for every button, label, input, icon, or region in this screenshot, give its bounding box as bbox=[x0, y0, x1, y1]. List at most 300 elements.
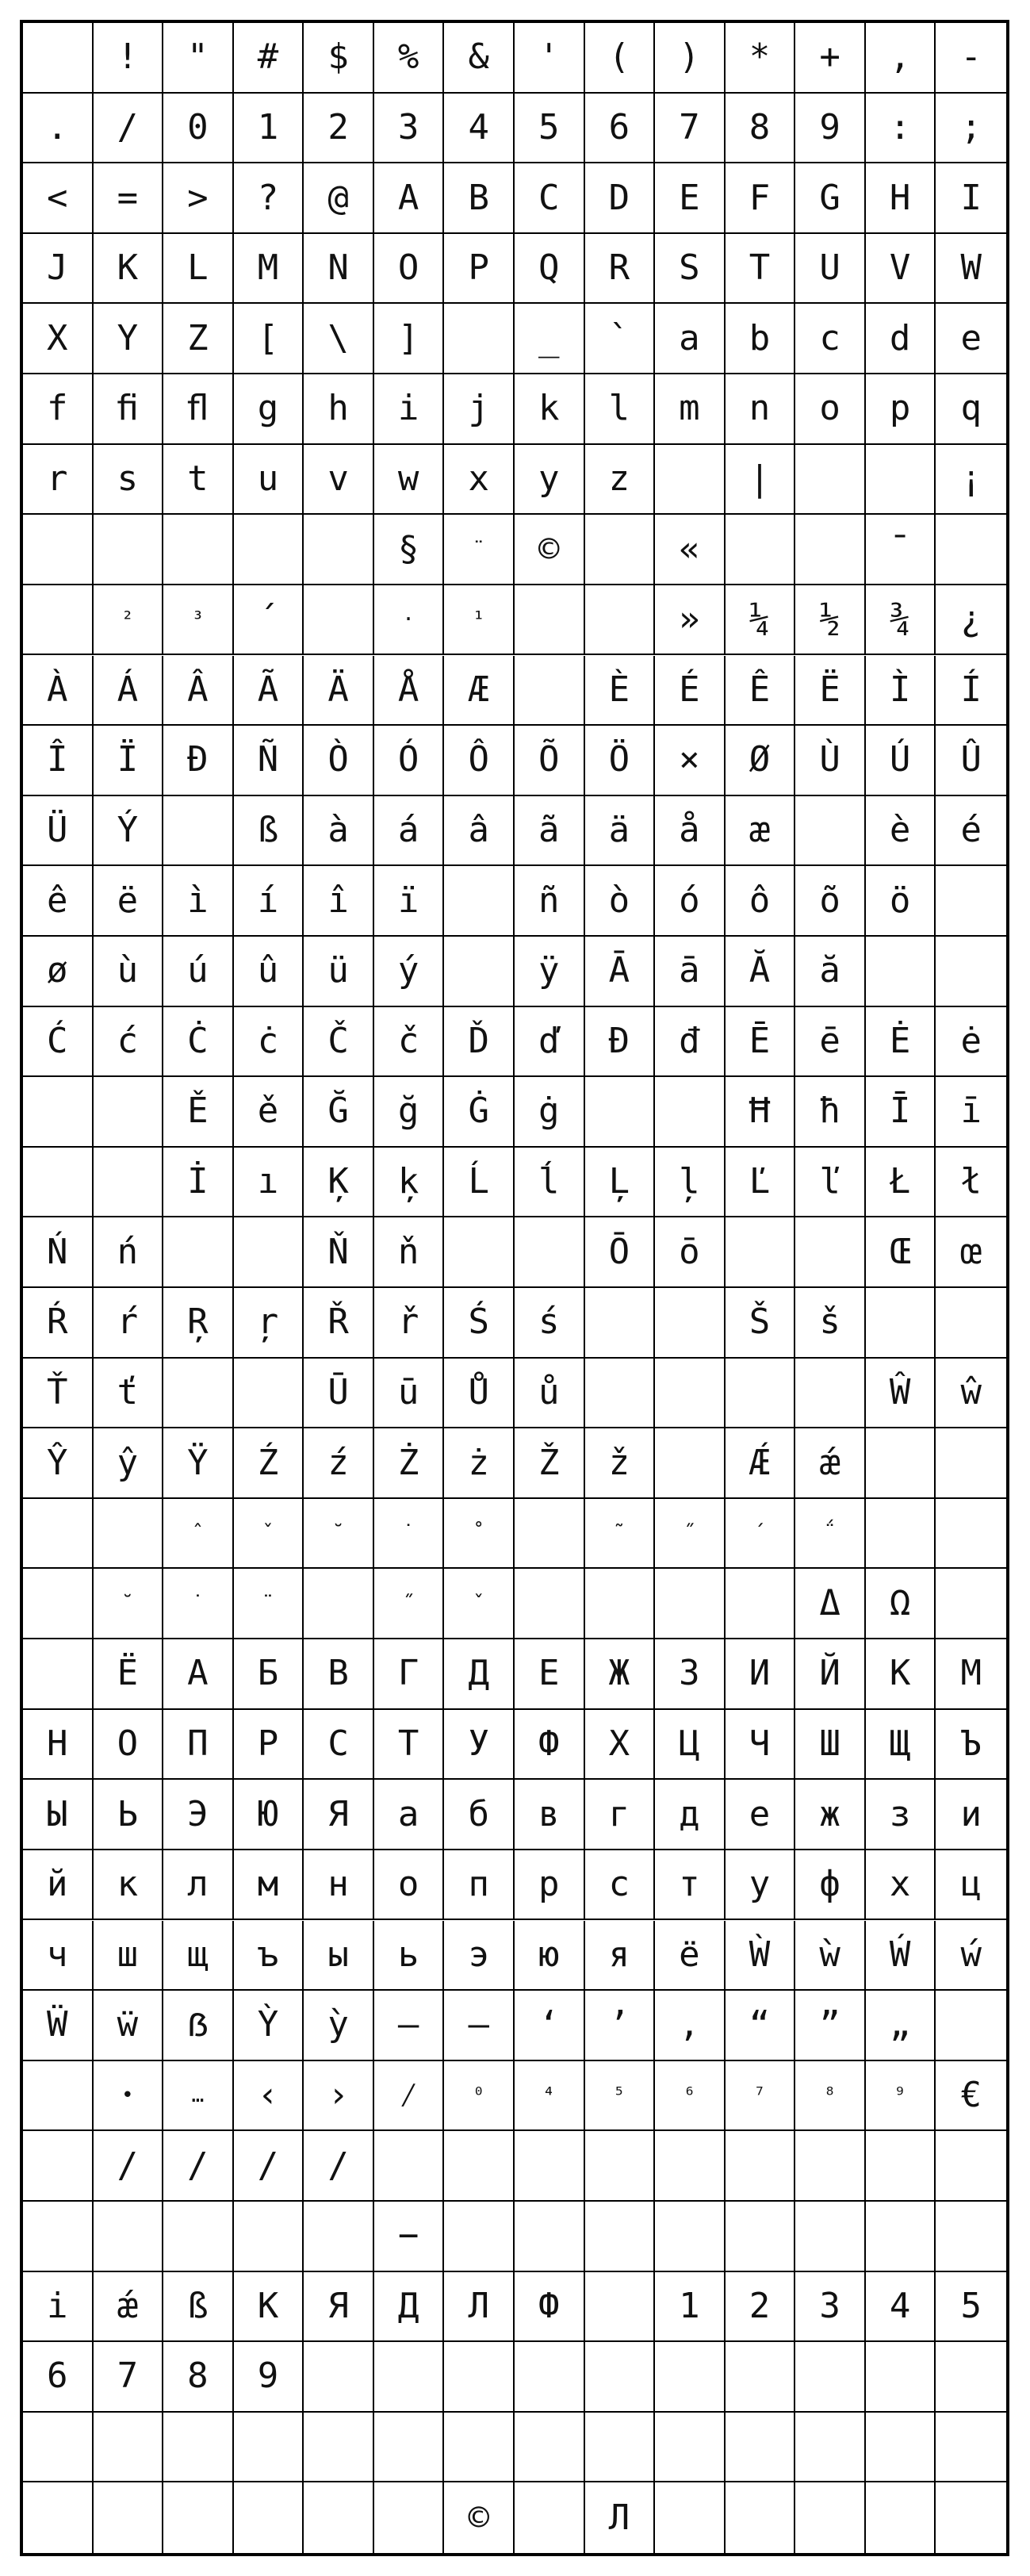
glyph-cell bbox=[936, 866, 1006, 935]
glyph-cell: ć bbox=[94, 1007, 164, 1076]
glyph-cell: ū bbox=[374, 1359, 445, 1428]
glyph-cell: Ļ bbox=[585, 1148, 656, 1217]
glyph-cell: U bbox=[795, 234, 866, 303]
glyph-cell bbox=[655, 1077, 726, 1146]
glyph-cell: Ō bbox=[585, 1217, 656, 1286]
glyph-cell: : bbox=[866, 94, 936, 163]
glyph-cell: ⁵ bbox=[585, 2061, 656, 2130]
glyph-cell: o bbox=[795, 374, 866, 443]
glyph-cell: п bbox=[444, 1850, 515, 1919]
glyph-cell bbox=[515, 2131, 585, 2200]
glyph-cell: ŷ bbox=[94, 1428, 164, 1497]
glyph-cell bbox=[234, 2202, 304, 2271]
glyph-row bbox=[23, 726, 1006, 796]
glyph-cell: i bbox=[374, 374, 445, 443]
glyph-cell: ì bbox=[163, 866, 234, 935]
glyph-cell: > bbox=[163, 163, 234, 232]
glyph-cell: ú bbox=[163, 937, 234, 1006]
glyph-cell: ŵ bbox=[960, 1371, 982, 1413]
glyph-cell bbox=[655, 1359, 726, 1428]
glyph-cell: / bbox=[304, 2131, 374, 2200]
glyph-cell: ˘ bbox=[94, 1569, 164, 1638]
glyph-cell: М bbox=[960, 1653, 982, 1694]
glyph-cell: á bbox=[374, 796, 445, 865]
glyph-cell bbox=[726, 515, 796, 584]
glyph-cell: ¨ bbox=[234, 1569, 304, 1638]
glyph-cell: ¹ bbox=[444, 585, 515, 654]
glyph-cell bbox=[795, 2482, 866, 2553]
glyph-cell: j bbox=[444, 374, 515, 443]
glyph-cell: Л bbox=[585, 2482, 656, 2553]
glyph-cell: ō bbox=[655, 1217, 726, 1286]
glyph-cell bbox=[23, 2131, 94, 2200]
glyph-cell: H bbox=[866, 163, 936, 232]
glyph-cell: ‹ bbox=[234, 2061, 304, 2130]
glyph-cell: Ť bbox=[23, 1359, 94, 1428]
glyph-cell: ч bbox=[23, 1921, 94, 1990]
glyph-cell: Ă bbox=[726, 937, 796, 1006]
glyph-cell: ǽ bbox=[94, 2272, 164, 2341]
glyph-cell: c bbox=[795, 304, 866, 373]
glyph-cell bbox=[936, 2342, 1006, 2411]
glyph-cell: © bbox=[515, 515, 585, 584]
glyph-cell: f bbox=[23, 374, 94, 443]
glyph-cell: ẞ bbox=[163, 1991, 234, 2060]
glyph-cell: ¨ bbox=[444, 515, 515, 584]
glyph-cell: ` bbox=[585, 304, 656, 373]
glyph-cell bbox=[304, 2413, 374, 2482]
glyph-cell bbox=[655, 1288, 726, 1357]
glyph-cell: & bbox=[444, 23, 515, 92]
glyph-cell: ‘ bbox=[515, 1991, 585, 2060]
glyph-cell: p bbox=[866, 374, 936, 443]
glyph-cell: V bbox=[866, 234, 936, 303]
glyph-cell: ħ bbox=[795, 1077, 866, 1146]
glyph-cell bbox=[726, 2342, 796, 2411]
glyph-cell: ł bbox=[960, 1161, 982, 1202]
glyph-cell: ¡ bbox=[960, 458, 982, 499]
glyph-cell: " bbox=[163, 23, 234, 92]
glyph-cell bbox=[585, 1569, 656, 1638]
glyph-cell: ; bbox=[960, 106, 982, 148]
glyph-cell bbox=[726, 1217, 796, 1286]
glyph-cell: ẁ bbox=[795, 1921, 866, 1990]
glyph-row bbox=[23, 2202, 1006, 2272]
glyph-cell: ⁷ bbox=[726, 2061, 796, 2130]
glyph-cell: € bbox=[960, 2075, 982, 2116]
glyph-cell: / bbox=[234, 2131, 304, 2200]
glyph-cell: X bbox=[23, 304, 94, 373]
glyph-cell: 3 bbox=[795, 2272, 866, 2341]
glyph-cell: ã bbox=[515, 796, 585, 865]
glyph-cell bbox=[163, 2202, 234, 2271]
glyph-cell bbox=[234, 2413, 304, 2482]
glyph-cell: г bbox=[585, 1780, 656, 1849]
glyph-cell: Д bbox=[444, 1639, 515, 1708]
glyph-cell: § bbox=[374, 515, 445, 584]
glyph-cell: ⁄ bbox=[374, 2061, 445, 2130]
glyph-cell bbox=[726, 2413, 796, 2482]
glyph-cell: œ bbox=[960, 1231, 982, 1272]
glyph-cell: 1 bbox=[234, 94, 304, 163]
glyph-cell: q bbox=[960, 388, 982, 429]
glyph-cell bbox=[795, 1359, 866, 1428]
glyph-cell: ù bbox=[94, 937, 164, 1006]
glyph-row bbox=[23, 585, 1006, 656]
glyph-cell bbox=[163, 515, 234, 584]
glyph-cell: ö bbox=[866, 866, 936, 935]
glyph-cell: ľ bbox=[795, 1148, 866, 1217]
glyph-cell: ю bbox=[515, 1921, 585, 1990]
glyph-cell: Ï bbox=[94, 726, 164, 795]
glyph-cell: û bbox=[234, 937, 304, 1006]
glyph-cell bbox=[94, 1148, 164, 1217]
glyph-cell: ô bbox=[726, 866, 796, 935]
glyph-cell bbox=[585, 1077, 656, 1146]
glyph-cell bbox=[23, 1499, 94, 1568]
glyph-cell bbox=[515, 2342, 585, 2411]
glyph-cell bbox=[795, 1217, 866, 1286]
glyph-cell: › bbox=[304, 2061, 374, 2130]
glyph-cell bbox=[234, 1359, 304, 1428]
glyph-cell: О bbox=[94, 1710, 164, 1779]
glyph-cell: · bbox=[374, 585, 445, 654]
glyph-cell: ÿ bbox=[515, 937, 585, 1006]
glyph-cell: Ъ bbox=[960, 1723, 982, 1764]
glyph-cell bbox=[444, 2202, 515, 2271]
glyph-cell: Ē bbox=[726, 1007, 796, 1076]
glyph-cell: Т bbox=[374, 1710, 445, 1779]
glyph-cell: Ł bbox=[866, 1148, 936, 1217]
glyph-cell: Ź bbox=[234, 1428, 304, 1497]
glyph-cell: м bbox=[234, 1850, 304, 1919]
glyph-cell: Б bbox=[234, 1639, 304, 1708]
glyph-cell: g bbox=[234, 374, 304, 443]
glyph-cell bbox=[655, 2202, 726, 2271]
glyph-cell: é bbox=[960, 810, 982, 851]
glyph-cell: ŕ bbox=[94, 1288, 164, 1357]
glyph-cell: ř bbox=[374, 1288, 445, 1357]
glyph-cell: ы bbox=[304, 1921, 374, 1990]
glyph-cell: ² bbox=[94, 585, 164, 654]
glyph-cell bbox=[163, 796, 234, 865]
glyph-cell bbox=[374, 2482, 445, 2553]
glyph-cell: ß bbox=[163, 2272, 234, 2341]
glyph-cell bbox=[23, 1639, 94, 1708]
glyph-cell: ı bbox=[234, 1148, 304, 1217]
glyph-cell bbox=[515, 2482, 585, 2553]
glyph-cell: Ч bbox=[726, 1710, 796, 1779]
glyph-cell: à bbox=[304, 796, 374, 865]
glyph-cell bbox=[515, 2413, 585, 2482]
glyph-cell: ë bbox=[94, 866, 164, 935]
glyph-cell: * bbox=[726, 23, 796, 92]
glyph-cell: Ā bbox=[585, 937, 656, 1006]
glyph-cell: Н bbox=[23, 1710, 94, 1779]
glyph-cell: + bbox=[795, 23, 866, 92]
glyph-cell: J bbox=[23, 234, 94, 303]
glyph-cell: ś bbox=[515, 1288, 585, 1357]
glyph-cell: ˙ bbox=[374, 1499, 445, 1568]
glyph-cell: 9 bbox=[795, 94, 866, 163]
glyph-row bbox=[23, 163, 1006, 234]
glyph-cell: 6 bbox=[585, 94, 656, 163]
glyph-cell: đ bbox=[655, 1007, 726, 1076]
glyph-row bbox=[23, 1077, 1006, 1148]
glyph-row bbox=[23, 304, 1006, 374]
glyph-cell: Ś bbox=[444, 1288, 515, 1357]
glyph-cell bbox=[234, 515, 304, 584]
glyph-cell bbox=[234, 2482, 304, 2553]
glyph-cell: \ bbox=[304, 304, 374, 373]
glyph-cell bbox=[585, 515, 656, 584]
glyph-cell: ó bbox=[655, 866, 726, 935]
glyph-cell: 8 bbox=[163, 2342, 234, 2411]
glyph-cell: ц bbox=[960, 1864, 982, 1905]
glyph-cell: а bbox=[374, 1780, 445, 1849]
glyph-cell: â bbox=[444, 796, 515, 865]
glyph-cell: I bbox=[960, 177, 982, 218]
glyph-row bbox=[23, 796, 1006, 867]
glyph-cell: 5 bbox=[515, 94, 585, 163]
glyph-cell: - bbox=[960, 36, 982, 78]
glyph-cell: ê bbox=[23, 866, 94, 935]
glyph-cell: 7 bbox=[655, 94, 726, 163]
glyph-cell bbox=[726, 2202, 796, 2271]
glyph-cell: Ħ bbox=[726, 1077, 796, 1146]
glyph-cell: с bbox=[585, 1850, 656, 1919]
glyph-cell: т bbox=[655, 1850, 726, 1919]
glyph-cell: × bbox=[655, 726, 726, 795]
glyph-cell bbox=[444, 2131, 515, 2200]
glyph-cell: о bbox=[374, 1850, 445, 1919]
glyph-cell bbox=[866, 2413, 936, 2482]
glyph-cell bbox=[726, 2131, 796, 2200]
glyph-cell: Ŵ bbox=[866, 1359, 936, 1428]
glyph-cell bbox=[795, 2202, 866, 2271]
glyph-cell: Ш bbox=[795, 1710, 866, 1779]
glyph-cell: Ф bbox=[515, 2272, 585, 2341]
glyph-cell: Å bbox=[374, 656, 445, 725]
glyph-cell bbox=[304, 515, 374, 584]
glyph-cell: 4 bbox=[444, 94, 515, 163]
glyph-cell: Ž bbox=[515, 1428, 585, 1497]
glyph-cell: ï bbox=[374, 866, 445, 935]
glyph-cell: z bbox=[585, 445, 656, 514]
glyph-cell bbox=[304, 1569, 374, 1638]
glyph-cell: П bbox=[163, 1710, 234, 1779]
glyph-cell: 4 bbox=[866, 2272, 936, 2341]
glyph-cell bbox=[23, 515, 94, 584]
glyph-cell: Ё bbox=[94, 1639, 164, 1708]
glyph-cell: ǽ bbox=[795, 1428, 866, 1497]
glyph-cell: ΄ bbox=[726, 1499, 796, 1568]
glyph-cell: F bbox=[726, 163, 796, 232]
glyph-cell bbox=[444, 866, 515, 935]
glyph-cell: E bbox=[655, 163, 726, 232]
glyph-cell: Ì bbox=[866, 656, 936, 725]
glyph-cell bbox=[655, 2131, 726, 2200]
glyph-cell: È bbox=[585, 656, 656, 725]
glyph-cell: ﬁ bbox=[94, 374, 164, 443]
glyph-cell: … bbox=[163, 2061, 234, 2130]
glyph-cell bbox=[585, 2413, 656, 2482]
glyph-cell: Ī bbox=[866, 1077, 936, 1146]
glyph-cell bbox=[795, 796, 866, 865]
glyph-cell: ť bbox=[94, 1359, 164, 1428]
glyph-cell: % bbox=[374, 23, 445, 92]
glyph-cell: æ bbox=[726, 796, 796, 865]
glyph-row bbox=[23, 1921, 1006, 1991]
glyph-cell: , bbox=[866, 23, 936, 92]
glyph-cell: M bbox=[234, 234, 304, 303]
glyph-cell: Ð bbox=[163, 726, 234, 795]
glyph-cell: щ bbox=[163, 1921, 234, 1990]
glyph-cell: ¼ bbox=[726, 585, 796, 654]
glyph-row bbox=[23, 1499, 1006, 1570]
glyph-cell: ⁰ bbox=[444, 2061, 515, 2130]
glyph-row bbox=[23, 1991, 1006, 2061]
glyph-cell: Á bbox=[94, 656, 164, 725]
glyph-row bbox=[23, 94, 1006, 164]
glyph-cell: m bbox=[655, 374, 726, 443]
glyph-cell: ů bbox=[515, 1359, 585, 1428]
glyph-cell bbox=[23, 585, 94, 654]
glyph-cell: ß bbox=[234, 796, 304, 865]
glyph-cell bbox=[936, 1499, 1006, 1568]
glyph-cell: D bbox=[585, 163, 656, 232]
glyph-cell: ä bbox=[585, 796, 656, 865]
glyph-cell: ẃ bbox=[960, 1934, 982, 1975]
glyph-cell bbox=[585, 585, 656, 654]
glyph-cell: î bbox=[304, 866, 374, 935]
glyph-table bbox=[20, 20, 1009, 2556]
glyph-cell: в bbox=[515, 1780, 585, 1849]
glyph-cell: 6 bbox=[23, 2342, 94, 2411]
glyph-cell: • bbox=[94, 2061, 164, 2130]
glyph-cell: Œ bbox=[866, 1217, 936, 1286]
glyph-cell bbox=[515, 585, 585, 654]
glyph-cell bbox=[515, 1217, 585, 1286]
glyph-cell: Ц bbox=[655, 1710, 726, 1779]
glyph-cell: ¯ bbox=[866, 515, 936, 584]
glyph-cell: Ķ bbox=[304, 1148, 374, 1217]
glyph-cell bbox=[795, 2413, 866, 2482]
glyph-cell: З bbox=[655, 1639, 726, 1708]
glyph-cell: ň bbox=[374, 1217, 445, 1286]
glyph-cell: Ǽ bbox=[726, 1428, 796, 1497]
glyph-cell: Ø bbox=[726, 726, 796, 795]
glyph-cell bbox=[94, 2482, 164, 2553]
glyph-cell: ò bbox=[585, 866, 656, 935]
glyph-cell bbox=[234, 1217, 304, 1286]
glyph-row bbox=[23, 1710, 1006, 1781]
glyph-cell: ķ bbox=[374, 1148, 445, 1217]
glyph-cell bbox=[866, 2342, 936, 2411]
glyph-cell: Ŕ bbox=[23, 1288, 94, 1357]
glyph-cell: < bbox=[23, 163, 94, 232]
glyph-cell: Ê bbox=[726, 656, 796, 725]
glyph-cell: у bbox=[726, 1850, 796, 1919]
glyph-cell: ] bbox=[374, 304, 445, 373]
glyph-cell: 3 bbox=[374, 94, 445, 163]
glyph-cell: S bbox=[655, 234, 726, 303]
glyph-row bbox=[23, 2482, 1006, 2553]
glyph-cell: s bbox=[94, 445, 164, 514]
glyph-cell: T bbox=[726, 234, 796, 303]
glyph-cell bbox=[936, 1569, 1006, 1638]
glyph-cell: У bbox=[444, 1710, 515, 1779]
glyph-cell bbox=[655, 445, 726, 514]
glyph-cell bbox=[163, 1217, 234, 1286]
glyph-cell: ⁶ bbox=[655, 2061, 726, 2130]
glyph-cell: ẅ bbox=[94, 1991, 164, 2060]
glyph-cell: Đ bbox=[585, 1007, 656, 1076]
glyph-cell bbox=[304, 2482, 374, 2553]
glyph-cell: Ġ bbox=[444, 1077, 515, 1146]
glyph-cell: Î bbox=[23, 726, 94, 795]
glyph-cell: ﬂ bbox=[163, 374, 234, 443]
glyph-cell: h bbox=[304, 374, 374, 443]
glyph-cell: ġ bbox=[515, 1077, 585, 1146]
glyph-cell: Ô bbox=[444, 726, 515, 795]
glyph-cell bbox=[304, 2342, 374, 2411]
glyph-cell bbox=[866, 2202, 936, 2271]
glyph-cell bbox=[936, 1288, 1006, 1357]
glyph-cell: ⁹ bbox=[866, 2061, 936, 2130]
glyph-cell: ! bbox=[94, 23, 164, 92]
glyph-cell bbox=[23, 1077, 94, 1146]
glyph-cell: « bbox=[655, 515, 726, 584]
glyph-row bbox=[23, 1007, 1006, 1078]
glyph-cell: ³ bbox=[163, 585, 234, 654]
glyph-cell: ( bbox=[585, 23, 656, 92]
glyph-cell: Ñ bbox=[234, 726, 304, 795]
glyph-cell: 5 bbox=[960, 2285, 982, 2326]
glyph-cell: — bbox=[444, 1991, 515, 2060]
glyph-cell: u bbox=[234, 445, 304, 514]
glyph-cell: Y bbox=[94, 304, 164, 373]
glyph-cell: ь bbox=[374, 1921, 445, 1990]
glyph-cell bbox=[444, 2342, 515, 2411]
glyph-cell: И bbox=[726, 1639, 796, 1708]
glyph-cell: l bbox=[585, 374, 656, 443]
glyph-cell: ˙ bbox=[163, 1569, 234, 1638]
glyph-cell: Ö bbox=[585, 726, 656, 795]
glyph-cell: 2 bbox=[726, 2272, 796, 2341]
glyph-cell: i bbox=[23, 2272, 94, 2341]
glyph-cell: ' bbox=[515, 23, 585, 92]
glyph-cell: ´ bbox=[234, 585, 304, 654]
glyph-cell bbox=[585, 1359, 656, 1428]
glyph-cell: к bbox=[94, 1850, 164, 1919]
glyph-cell bbox=[726, 1569, 796, 1638]
glyph-cell: Ю bbox=[234, 1780, 304, 1849]
glyph-cell: y bbox=[515, 445, 585, 514]
glyph-cell: O bbox=[374, 234, 445, 303]
glyph-cell: w bbox=[374, 445, 445, 514]
glyph-cell: ¿ bbox=[960, 599, 982, 640]
glyph-cell bbox=[936, 937, 1006, 1006]
glyph-cell: Ū bbox=[304, 1359, 374, 1428]
glyph-row bbox=[23, 2272, 1006, 2343]
glyph-cell: [ bbox=[234, 304, 304, 373]
glyph-cell: Ŷ bbox=[23, 1428, 94, 1497]
glyph-cell: İ bbox=[163, 1148, 234, 1217]
glyph-cell bbox=[936, 515, 1006, 584]
glyph-cell: C bbox=[515, 163, 585, 232]
glyph-cell: С bbox=[304, 1710, 374, 1779]
